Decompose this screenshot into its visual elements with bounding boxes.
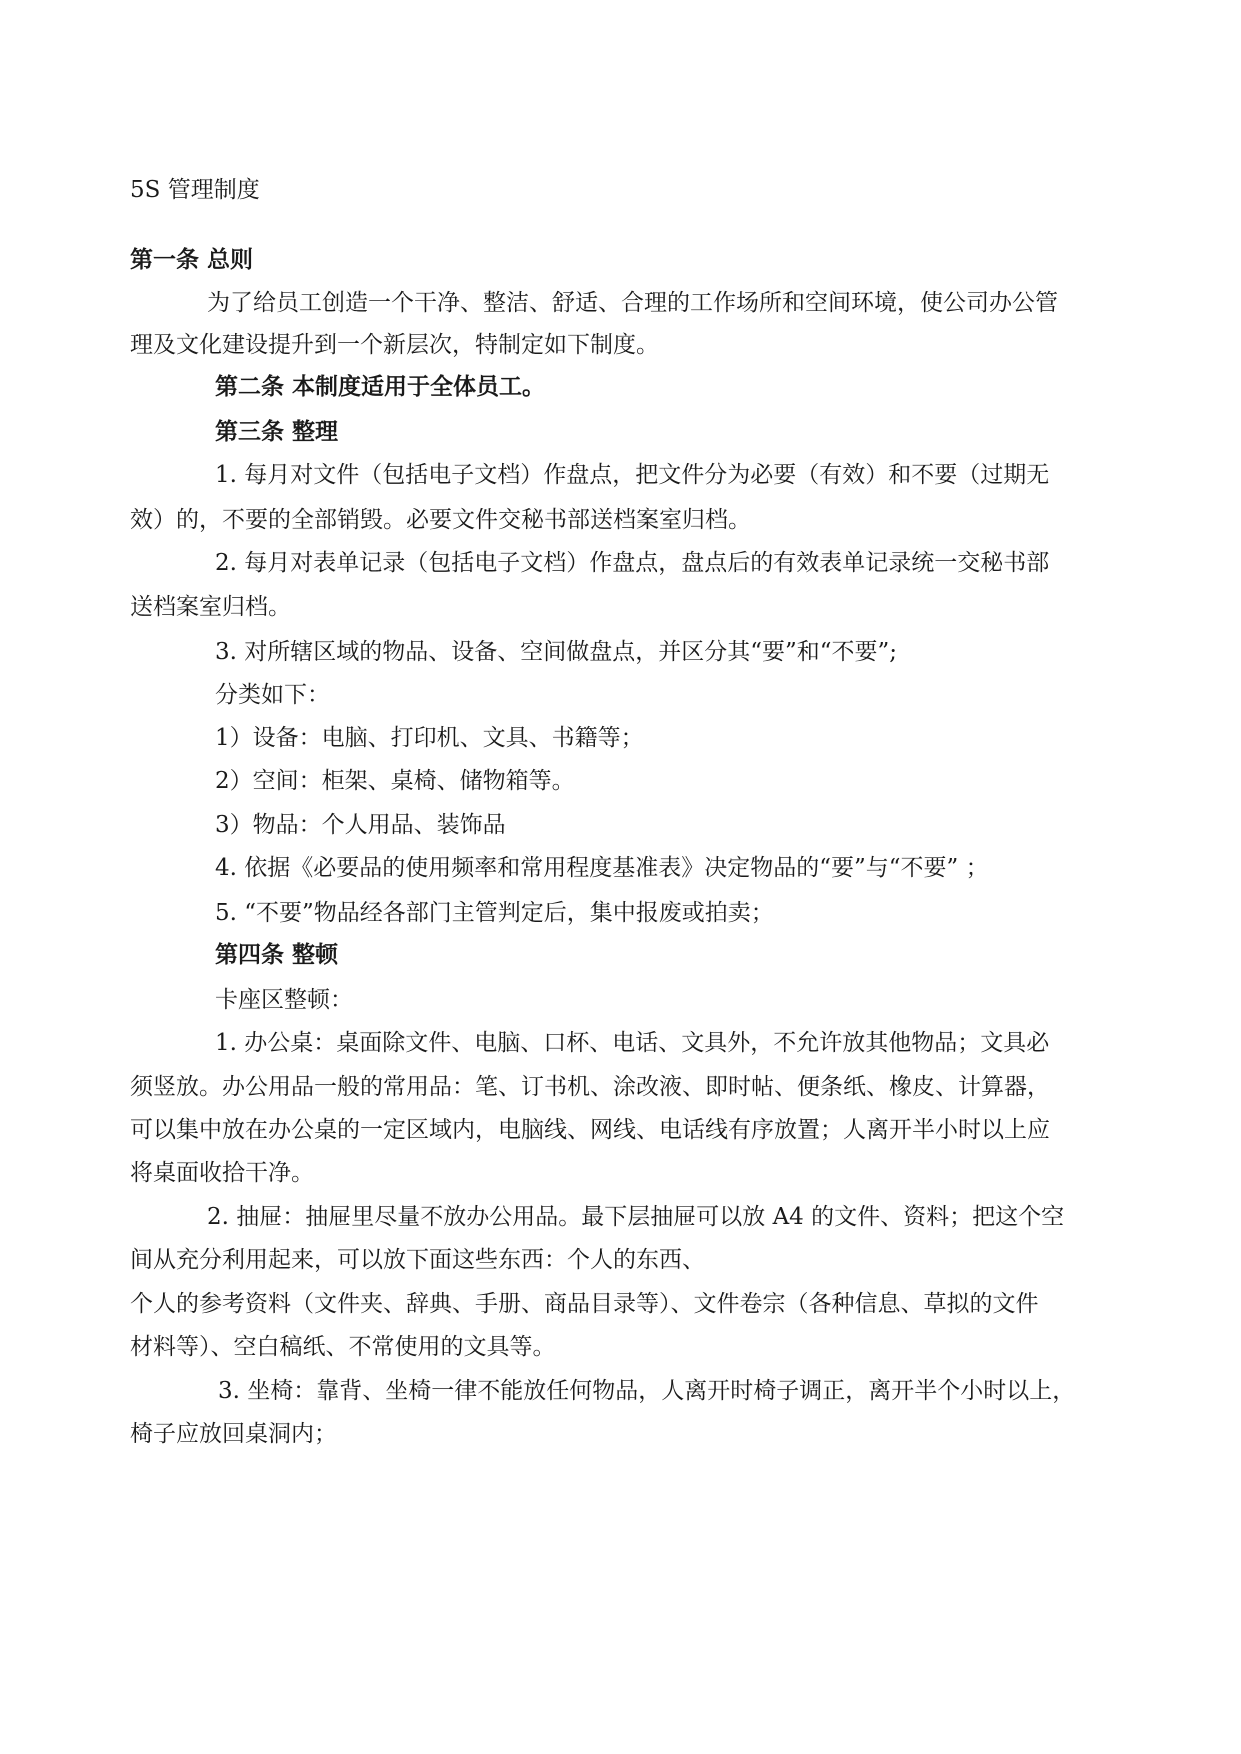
- paragraph-line: 4. 依据《必要品的使用频率和常用程度基准表》决定物品的“要”与“不要” ；: [215, 855, 989, 881]
- paragraph-line: 个人的参考资料（文件夹、辞典、手册、商品目录等）、文件卷宗（各种信息、草拟的文件: [130, 1291, 1039, 1317]
- paragraph-line: 2. 抽屉：抽屉里尽量不放办公用品。最下层抽屉可以放 A4 的文件、资料；把这个空: [207, 1204, 1065, 1230]
- paragraph-line: 2. 每月对表单记录（包括电子文档）作盘点，盘点后的有效表单记录统一交秘书部: [215, 550, 1050, 576]
- paragraph-line: 3. 对所辖区域的物品、设备、空间做盘点，并区分其“要”和“不要”;: [215, 639, 898, 665]
- paragraph-line: 为了给员工创造一个干净、整洁、舒适、合理的工作场所和空间环境，使公司办公管: [207, 290, 1058, 316]
- paragraph-line: 效）的，不要的全部销毁。必要文件交秘书部送档案室归档。: [130, 507, 751, 533]
- paragraph-line: 可以集中放在办公桌的一定区域内，电脑线、网线、电话线有序放置；人离开半小时以上应: [130, 1117, 1050, 1143]
- paragraph-line: 椅子应放回桌洞内；: [130, 1421, 337, 1447]
- list-item: 1）设备：电脑、打印机、文具、书籍等；: [215, 725, 644, 751]
- paragraph-line: 间从充分利用起来，可以放下面这些东西：个人的东西、: [130, 1247, 705, 1273]
- paragraph-line: 1. 每月对文件（包括电子文档）作盘点，把文件分为必要（有效）和不要（过期无: [215, 462, 1050, 488]
- paragraph-line: 材料等）、空白稿纸、不常使用的文具等。: [130, 1334, 556, 1360]
- article-1-heading: 第一条 总则: [130, 246, 254, 273]
- paragraph-line: 理及文化建设提升到一个新层次，特制定如下制度。: [130, 332, 659, 358]
- article-3-heading: 第三条 整理: [215, 418, 339, 445]
- paragraph-line: 将桌面收拾干净。: [130, 1160, 314, 1186]
- paragraph-line: 1. 办公桌：桌面除文件、电脑、口杯、电话、文具外，不允许放其他物品；文具必: [215, 1030, 1050, 1056]
- article-4-heading: 第四条 整顿: [215, 941, 339, 968]
- paragraph-line: 3. 坐椅：靠背、坐椅一律不能放任何物品，人离开时椅子调正，离开半个小时以上，: [218, 1378, 1076, 1404]
- article-2-heading: 第二条 本制度适用于全体员工。: [215, 373, 546, 400]
- document-title: 5S 管理制度: [130, 177, 260, 203]
- paragraph-line: 分类如下：: [215, 682, 330, 708]
- paragraph-line: 须竖放。办公用品一般的常用品：笔、订书机、涂改液、即时帖、便条纸、橡皮、计算器，: [130, 1074, 1050, 1100]
- paragraph-line: 卡座区整顿：: [215, 987, 353, 1013]
- paragraph-line: 5. “不要”物品经各部门主管判定后，集中报废或拍卖；: [215, 900, 774, 926]
- list-item: 3）物品：个人用品、装饰品: [215, 812, 506, 838]
- list-item: 2）空间：柜架、桌椅、储物箱等。: [215, 768, 575, 794]
- paragraph-line: 送档案室归档。: [130, 594, 291, 620]
